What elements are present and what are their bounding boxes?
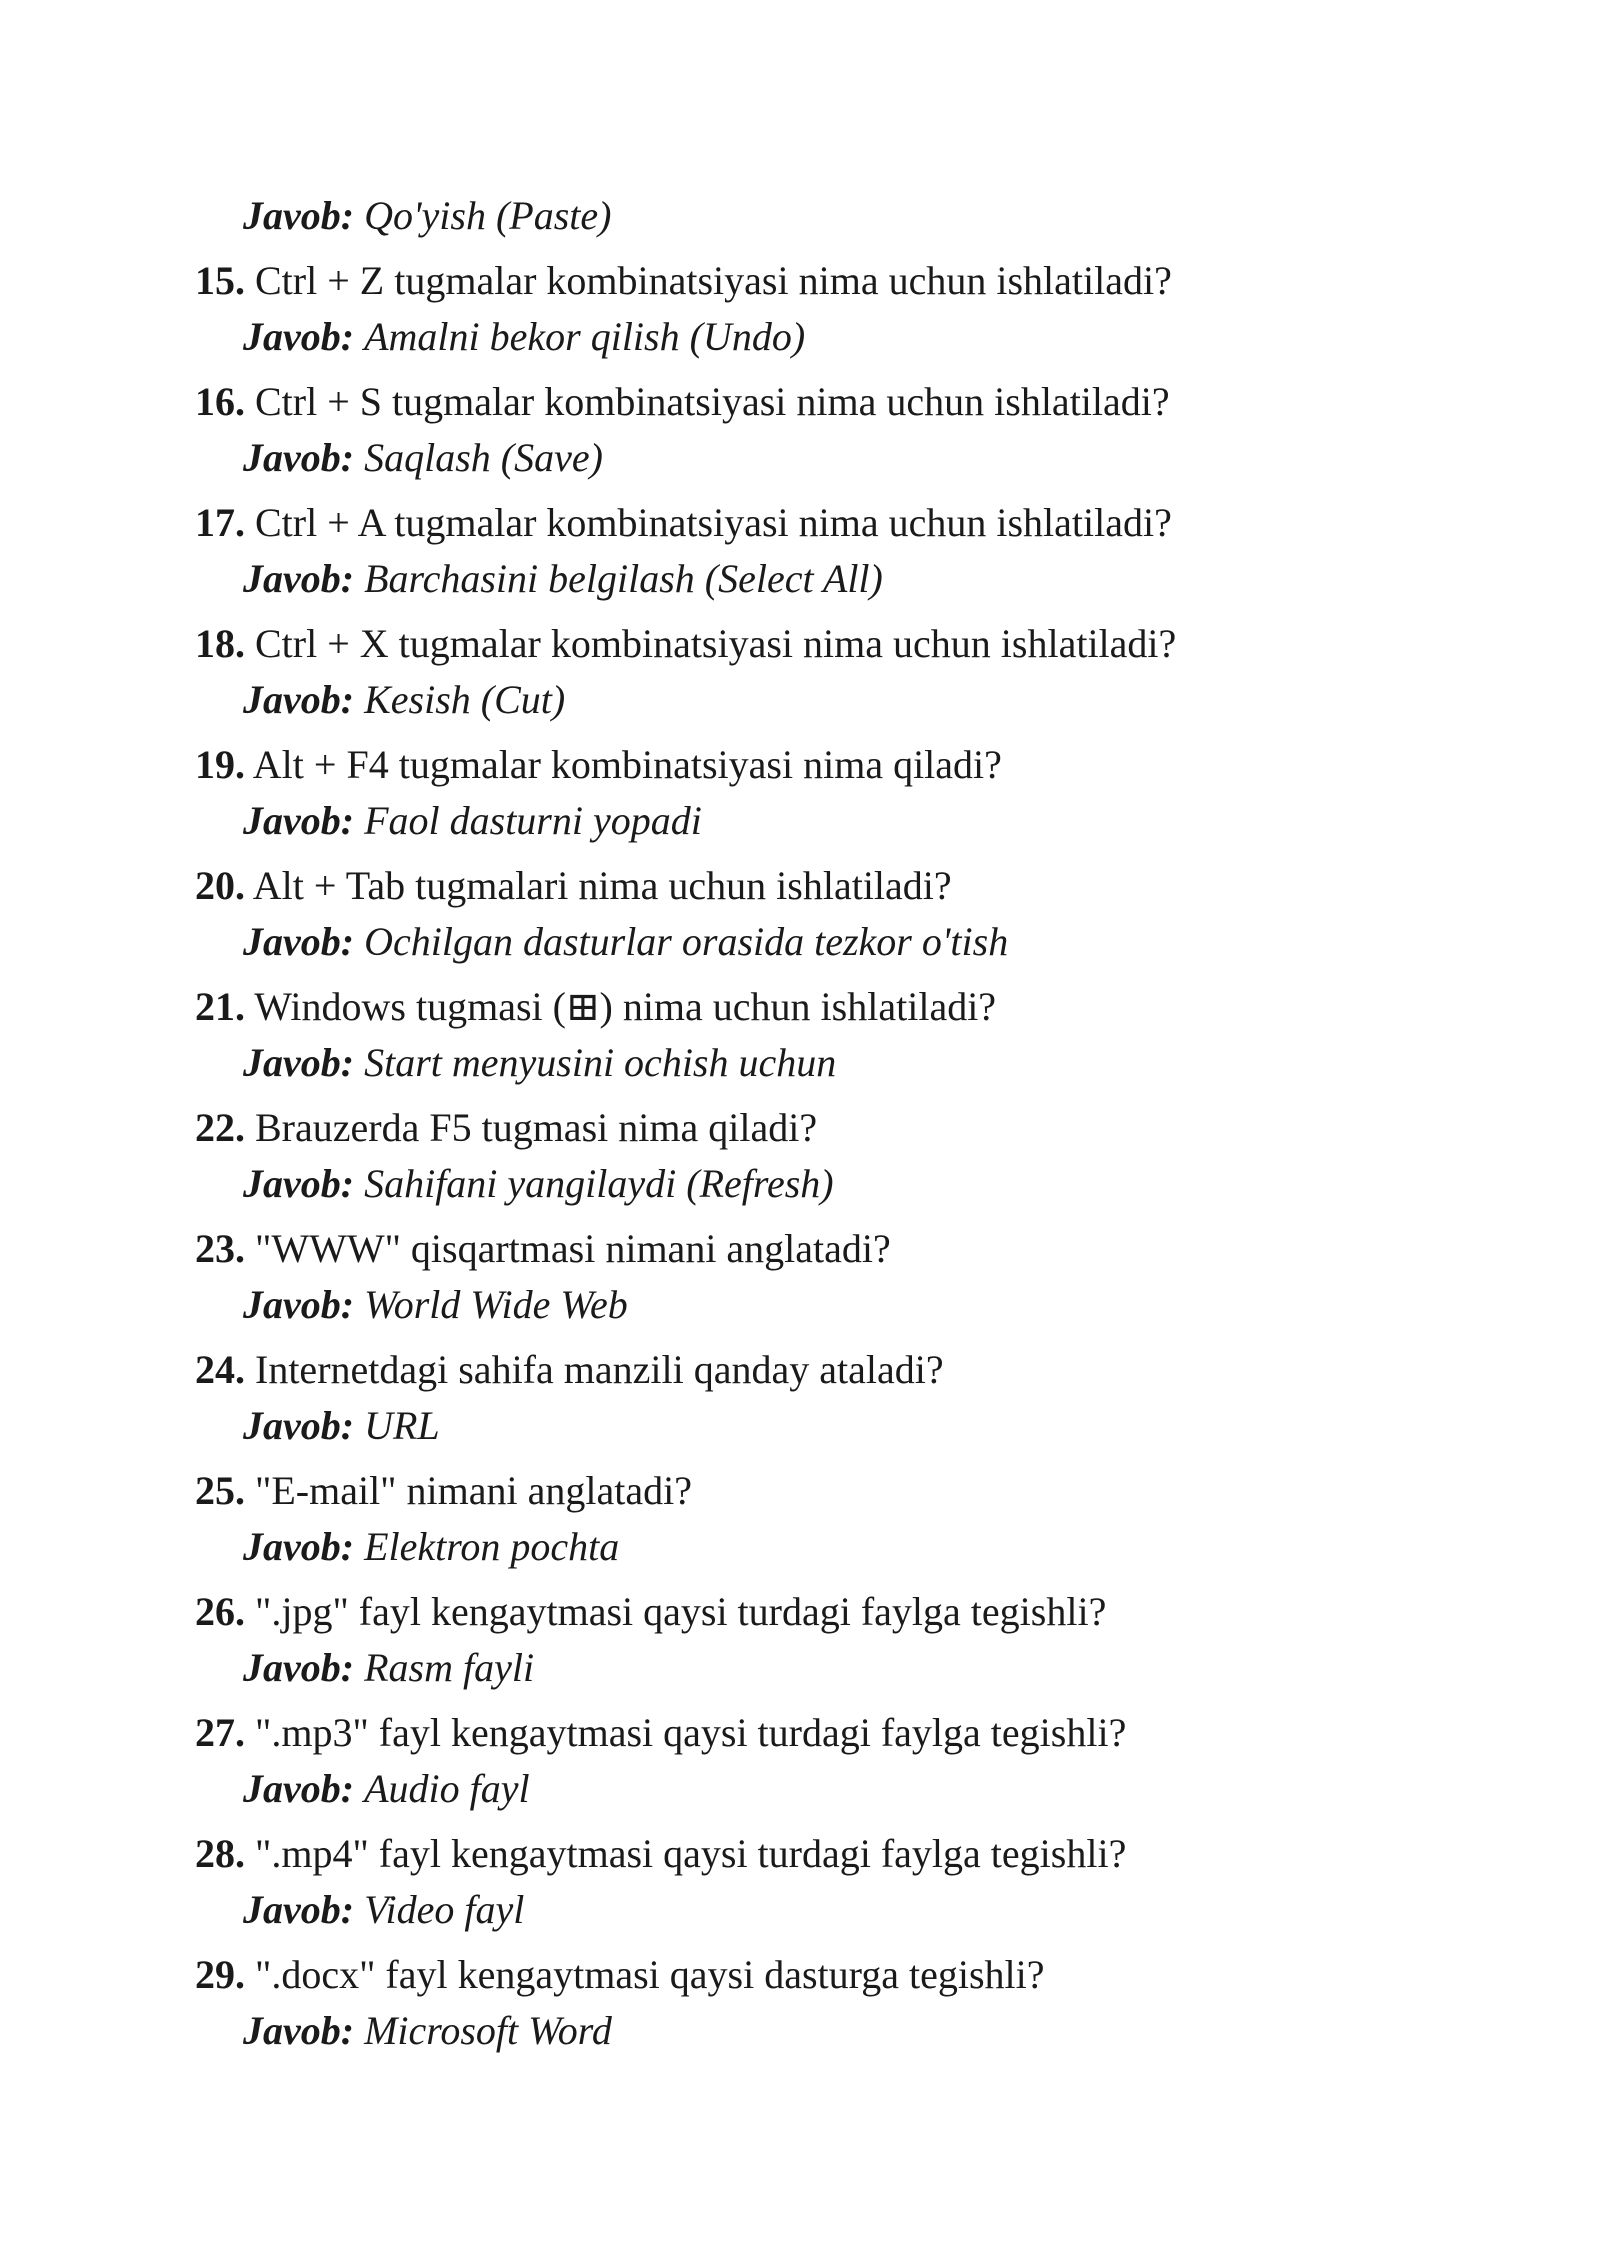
question-line <box>195 1947 1445 2003</box>
qa-list <box>195 188 1445 2068</box>
answer-line <box>195 1640 1445 1696</box>
qa-item <box>195 1947 1445 2068</box>
question-text: Alt + Tab tugmalari nima uchun ishlatiladi? <box>252 863 952 908</box>
qa-item <box>195 374 1445 495</box>
question-line <box>195 737 1445 793</box>
question-text: ".mp4" fayl kengaytmasi qaysi turdagi faylga tegishli? <box>255 1831 1127 1876</box>
question-text: "WWW" qisqartmasi nimani anglatadi? <box>255 1226 891 1271</box>
qa-item <box>195 253 1445 374</box>
question-line <box>195 616 1445 672</box>
question-line <box>195 1342 1445 1398</box>
answer-line <box>195 1398 1445 1454</box>
question-text: ".jpg" fayl kengaytmasi qaysi turdagi faylga tegishli? <box>255 1589 1107 1634</box>
answer-line <box>195 2003 1445 2059</box>
answer-text: Sahifani yangilaydi (Refresh) <box>364 1161 834 1206</box>
answer-label: Javob: <box>243 677 355 722</box>
question-text: ".docx" fayl kengaytmasi qaysi dasturga tegishli? <box>255 1952 1045 1997</box>
answer-text: URL <box>364 1403 440 1448</box>
answer-text: Qo'yish (Paste) <box>364 193 612 238</box>
qa-item <box>195 737 1445 858</box>
question-text: Brauzerda F5 tugmasi nima qiladi? <box>255 1105 818 1150</box>
qa-item <box>195 1463 1445 1584</box>
answer-text: Faol dasturni yopadi <box>364 798 702 843</box>
question-line <box>195 1463 1445 1519</box>
question-number: 27. <box>195 1710 245 1755</box>
question-text: Ctrl + X tugmalar kombinatsiyasi nima uchun ishlatiladi? <box>255 621 1177 666</box>
qa-item <box>195 1584 1445 1705</box>
answer-label: Javob: <box>243 1161 355 1206</box>
question-text: ".mp3" fayl kengaytmasi qaysi turdagi faylga tegishli? <box>255 1710 1127 1755</box>
answer-line <box>195 430 1445 486</box>
question-line <box>195 1826 1445 1882</box>
answer-text: World Wide Web <box>364 1282 628 1327</box>
answer-text: Elektron pochta <box>364 1524 620 1569</box>
question-number: 25. <box>195 1468 245 1513</box>
question-text: Ctrl + S tugmalar kombinatsiyasi nima uchun ishlatiladi? <box>255 379 1170 424</box>
lead-answer-line <box>195 188 1445 244</box>
question-line <box>195 979 1445 1035</box>
qa-item <box>195 1342 1445 1463</box>
question-line <box>195 1584 1445 1640</box>
answer-label: Javob: <box>243 2008 355 2053</box>
answer-label: Javob: <box>243 193 355 238</box>
question-text: Ctrl + Z tugmalar kombinatsiyasi nima uchun ishlatiladi? <box>255 258 1172 303</box>
answer-line <box>195 551 1445 607</box>
answer-text: Saqlash (Save) <box>364 435 603 480</box>
question-line <box>195 374 1445 430</box>
question-line <box>195 253 1445 309</box>
question-number: 16. <box>195 379 245 424</box>
question-line <box>195 858 1445 914</box>
answer-line <box>195 1882 1445 1938</box>
answer-label: Javob: <box>243 919 355 964</box>
answer-label: Javob: <box>243 1887 355 1932</box>
question-number: 19. <box>195 742 245 787</box>
question-text: Internetdagi sahifa manzili qanday ataladi? <box>255 1347 944 1392</box>
question-number: 20. <box>195 863 245 908</box>
question-text: Windows tugmasi (⊞) nima uchun ishlatiladi? <box>254 984 997 1029</box>
question-number: 23. <box>195 1226 245 1271</box>
answer-label: Javob: <box>243 314 355 359</box>
question-number: 24. <box>195 1347 245 1392</box>
question-line <box>195 1100 1445 1156</box>
question-line <box>195 495 1445 551</box>
answer-line <box>195 1761 1445 1817</box>
question-number: 28. <box>195 1831 245 1876</box>
answer-text: Video fayl <box>364 1887 525 1932</box>
qa-item <box>195 1221 1445 1342</box>
question-number: 21. <box>195 984 245 1029</box>
answer-text: Audio fayl <box>364 1766 530 1811</box>
answer-label: Javob: <box>243 798 355 843</box>
question-number: 26. <box>195 1589 245 1634</box>
answer-line <box>195 1519 1445 1575</box>
answer-line <box>195 914 1445 970</box>
answer-label: Javob: <box>243 1403 355 1448</box>
question-text: "E-mail" nimani anglatadi? <box>255 1468 692 1513</box>
answer-label: Javob: <box>243 1040 355 1085</box>
question-text: Ctrl + A tugmalar kombinatsiyasi nima uchun ishlatiladi? <box>255 500 1172 545</box>
question-number: 18. <box>195 621 245 666</box>
answer-label: Javob: <box>243 1282 355 1327</box>
qa-item <box>195 1100 1445 1221</box>
question-line <box>195 1221 1445 1277</box>
answer-line <box>195 309 1445 365</box>
answer-label: Javob: <box>243 1645 355 1690</box>
answer-line <box>195 1277 1445 1333</box>
qa-item <box>195 616 1445 737</box>
question-number: 29. <box>195 1952 245 1997</box>
answer-text: Kesish (Cut) <box>364 677 566 722</box>
answer-line <box>195 1156 1445 1212</box>
qa-items <box>195 253 1445 2068</box>
qa-item <box>195 495 1445 616</box>
answer-label: Javob: <box>243 435 355 480</box>
answer-line <box>195 1035 1445 1091</box>
qa-item <box>195 1826 1445 1947</box>
answer-line <box>195 672 1445 728</box>
answer-line <box>195 793 1445 849</box>
answer-text: Rasm fayli <box>364 1645 535 1690</box>
question-line <box>195 1705 1445 1761</box>
answer-label: Javob: <box>243 1766 355 1811</box>
qa-item <box>195 858 1445 979</box>
question-number: 22. <box>195 1105 245 1150</box>
question-text: Alt + F4 tugmalar kombinatsiyasi nima qiladi? <box>252 742 1002 787</box>
answer-label: Javob: <box>243 1524 355 1569</box>
answer-text: Barchasini belgilash (Select All) <box>364 556 883 601</box>
question-number: 17. <box>195 500 245 545</box>
answer-label: Javob: <box>243 556 355 601</box>
answer-text: Microsoft Word <box>364 2008 612 2053</box>
answer-text: Amalni bekor qilish (Undo) <box>364 314 806 359</box>
answer-text: Ochilgan dasturlar orasida tezkor o'tish <box>364 919 1009 964</box>
answer-text: Start menyusini ochish uchun <box>364 1040 837 1085</box>
question-number: 15. <box>195 258 245 303</box>
qa-item <box>195 979 1445 1100</box>
qa-item <box>195 1705 1445 1826</box>
